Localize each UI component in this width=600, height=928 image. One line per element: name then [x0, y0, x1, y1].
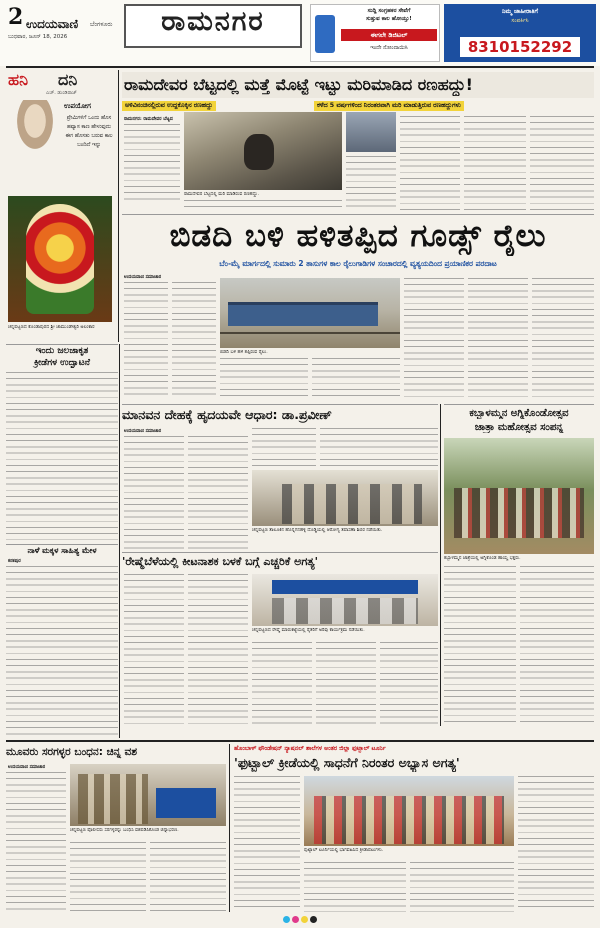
- ad1-line2: ಸುತ್ತುವ ಕಾಲ ಹೋಯ್ತು!: [366, 16, 412, 22]
- lead-col-4: [400, 116, 460, 210]
- chain-byline: ಉದಯವಾಣಿ ಸಮಾಚಾರ: [8, 765, 46, 770]
- masthead-rule: [6, 66, 594, 68]
- phone-hand-icon: [315, 15, 335, 53]
- football-players: [314, 796, 504, 844]
- ad1-line4: ಇಂದೇ ನೋಂದಾಯಿಸಿ: [370, 45, 408, 51]
- fair-headline: ಕಬ್ಬಾಳಮ್ಮನ ಅಗ್ನಿಕೊಂಡೋತ್ಸವ: [469, 408, 569, 419]
- lead-photo-2: [346, 112, 396, 152]
- idol-photo: [8, 196, 112, 322]
- masthead: [0, 0, 600, 66]
- chain-photo: [70, 764, 226, 826]
- train-col-7: [532, 278, 594, 400]
- honey-rule: [118, 70, 119, 342]
- lead-col-6: [530, 116, 594, 210]
- section-title: ರಾಮನಗರ: [161, 6, 265, 37]
- fair-headline-2: ಜಾತ್ರಾ ಮಹೋತ್ಸವ ಸಂಪನ್ನ: [474, 422, 564, 433]
- train-byline: ಉದಯವಾಣಿ ಸಮಾಚಾರ: [124, 275, 162, 280]
- silk-col-4: [316, 642, 376, 726]
- football-col-1: [234, 776, 300, 912]
- pool-headline: ಇಂದು ಜಲಜಾಕೃತ: [35, 346, 89, 356]
- lead-rule: [122, 214, 594, 215]
- page-number: 2: [8, 4, 24, 30]
- reg-dot-yellow: [301, 916, 308, 923]
- poet-portrait: [10, 100, 60, 160]
- silk-col-3: [252, 642, 312, 726]
- chain-col-rule: [229, 744, 230, 912]
- train-col-4: [312, 358, 400, 400]
- lead-deck-a: ಅಳಿವಿನಂಚಿನಲ್ಲಿರುವ ಉದ್ದಕೊಕ್ಕಿನ ರಣಹದ್ದು: [122, 101, 216, 111]
- honey-logo-a: ಹನಿ: [8, 70, 28, 89]
- ad2-line2: ಸಂಪರ್ಕಿಸಿ: [511, 18, 529, 24]
- football-col-4: [518, 776, 594, 912]
- train-deck: ಬೆಂ-ಮೈ ಮಾರ್ಗದಲ್ಲಿ ಸುಮಾರು 2 ತಾಸುಗಳ ಕಾಲ ರೈಲುಗಾಡಿಗಳ ಸಂಚಾರದಲ್ಲಿ ವ್ಯತ್ಯಯದಿಂದ ಪ್ರಯಾಣಿಕರ ಪರದಾಟ: [219, 259, 497, 268]
- fair-col-1: [444, 566, 516, 724]
- football-photo: [304, 776, 514, 846]
- silk-col-5: [380, 642, 438, 726]
- heart-photo-caption: ಚನ್ನಪಟ್ಟಣ ತಾಲೂಕಿನ ಹೊನ್ನಗನಹಳ್ಳಿ ದೊಡ್ಡಿಯಲ್ಲಿ ಆರೋಗ್ಯ ತಪಾಸಣಾ ಶಿಬಿರ ನಡೆಯಿತು.: [252, 528, 383, 533]
- heart-headline: ಮಾನವನ ದೇಹಕ್ಕೆ ಹೃದಯವೇ ಆಧಾರ: ಡಾ.ಪ್ರವೀಣ್: [122, 407, 332, 422]
- silk-photo-caption: ಚನ್ನಪಟ್ಟಣದ ರೇಷ್ಮೆ ಮಾರುಕಟ್ಟೆಯಲ್ಲಿ ರೈತರಿಗೆ ಅರಿವು ಕಾರ್ಯಕ್ರಮ ನಡೆಯಿತು.: [252, 628, 365, 633]
- fair-photo: [444, 438, 594, 554]
- kolar-byline: ಕನಕಪುರ: [8, 559, 21, 564]
- silk-photo: [252, 574, 438, 626]
- train-headline: ಬಿಡದಿ ಬಳಿ ಹಳಿತಪ್ಪಿದ ಗೂಡ್ಸ್ ರೈಲು: [169, 218, 547, 254]
- heart-col-2: [188, 436, 248, 550]
- chain-col-3: [150, 842, 226, 912]
- paper-name: ಉದಯವಾಣಿ: [26, 17, 79, 31]
- train-photo: [220, 278, 400, 348]
- ad1-line1: ಸುದ್ದಿ ಸಂಗ್ರಹಕರ ಸೇವೆಗೆ: [367, 8, 411, 14]
- silk-col-1: [124, 574, 184, 726]
- reg-dot-black: [310, 916, 317, 923]
- train-col-2: [172, 282, 216, 400]
- ad-contact: [444, 4, 596, 62]
- ad1-line3: ಈಗಲೇ ಡಿಜಿಟಲ್: [341, 29, 437, 41]
- pool-col: [6, 372, 118, 540]
- football-headline: 'ಫುಟ್ಬಾಲ್ ಕ್ರೀಡೆಯಲ್ಲಿ ಸಾಧನೆಗೆ ನಿರಂತರ ಅಭ್ಯಾಸ ಅಗತ್ಯ': [234, 755, 460, 770]
- lead-photo: [184, 112, 342, 190]
- fair-col-rule: [440, 404, 441, 726]
- chain-police: [78, 774, 148, 824]
- honey-subtitle: ಎಚ್. ಡುಂಡಿರಾಜ್: [46, 90, 77, 96]
- train-wagon: [228, 302, 378, 326]
- chain-col-1: [6, 772, 66, 912]
- silk-headline: 'ರೇಷ್ಮೆಬೆಳೆಯಲ್ಲಿ ಕೀಟನಾಶಕ ಬಳಕೆ ಬಗ್ಗೆ ಎಚ್ಚರಿಕೆ ಅಗತ್ಯ': [122, 555, 318, 568]
- lead-col-3: [346, 156, 396, 210]
- lead-headline: ರಾಮದೇವರ ಬೆಟ್ಟದಲ್ಲಿ ಮತ್ತೆ ಮೊಟ್ಟೆ ಇಟ್ಟು ಮರಿಮಾಡಿದ ರಣಹದ್ದು!: [124, 75, 473, 94]
- date-line: ಬುಧವಾರ, ಜೂನ್ 18, 2026: [8, 34, 68, 40]
- lead-deck: [122, 101, 594, 112]
- lead-byline: ರಾಮನಗರ: ರಾಮದೇವರ ಬೆಟ್ಟದ: [124, 117, 173, 122]
- pool-headline-2: ಕ್ರೀಡೆಗಳ ಉದ್ಘಾಟನೆ: [33, 358, 91, 368]
- heart-photo: [252, 470, 438, 526]
- bottom-rule: [6, 740, 594, 742]
- poem-title: ಉಪಯೋಗ: [64, 102, 91, 110]
- lead-col-2: [184, 200, 342, 210]
- lead-col-5: [464, 116, 526, 210]
- train-col-6: [468, 278, 528, 400]
- train-rail: [220, 332, 400, 334]
- registration-marks: [0, 916, 600, 926]
- ad2-line1: ನಿಮ್ಮ ಜಾಹೀರಾತಿಗೆ: [502, 8, 538, 15]
- chain-headline: ಮೂವರು ಸರಗಳ್ಳರ ಬಂಧನ: ಚಿನ್ನ ವಶ: [6, 746, 138, 758]
- reg-dot-cyan: [283, 916, 290, 923]
- fair-crowd: [454, 488, 584, 538]
- chain-col-2: [70, 842, 146, 912]
- train-col-1: [124, 282, 168, 400]
- football-col-2: [304, 862, 406, 912]
- chain-gold-table: [156, 788, 216, 818]
- edition-tag: ಬೆಂಗಳೂರು: [90, 21, 113, 28]
- fair-photo-caption: ಕಬ್ಬಾಳಮ್ಮನ ಜಾತ್ರೆಯಲ್ಲಿ ಅಗ್ನಿಕೊಂಡ ಹಾಯ್ದ ಭಕ್ತರು.: [444, 556, 521, 561]
- heart-people: [282, 484, 422, 524]
- football-photo-caption: ಫುಟ್ಬಾಲ್ ಟೂರ್ನಿಯಲ್ಲಿ ಭಾಗವಹಿಸಿದ ಕ್ರೀಡಾಪಟುಗಳು.: [304, 848, 384, 853]
- train-col-5: [404, 278, 464, 400]
- honey-logo-b: ದನಿ: [58, 70, 78, 89]
- silk-people: [272, 598, 418, 624]
- heart-byline: ಉದಯವಾಣಿ ಸಮಾಚಾರ: [124, 429, 162, 434]
- kolar-rule: [6, 544, 118, 545]
- poem-text: ಪ್ರೇಮಿಗಳಿಗೆ ಒಂದು ಹೊಸ ಹವ್ಯಾಸ ಕಾಣ ಹೇಳುವುದು ಈಗ ಹೊಸತು ಬರುವ ಕಾಲ ಬಂದಿದೆ ಇನ್ನು: [65, 115, 113, 148]
- silk-rule: [122, 552, 438, 553]
- left-col-rule: [119, 344, 120, 738]
- chain-photo-caption: ಚನ್ನಪಟ್ಟಣ ಪೊಲೀಸರು ಸರಗಳ್ಳರನ್ನು ಬಂಧಿಸಿ ವಶಪಡಿಸಿಕೊಂಡ ಚಿನ್ನಾಭರಣ.: [70, 828, 179, 833]
- honey-box: [6, 70, 116, 342]
- ad-phone: 8310152292: [467, 38, 573, 56]
- pool-rule: [6, 344, 118, 345]
- football-kicker: ಹೊಂಬಾಳ್ ಫೌಂಡೇಷನ್ ನ್ಯಾಷನಲ್ ಶಾಲೆಗಳ ಅಂತರ ಜಿಲ್ಲಾ ಫುಟ್ಬಾಲ್ ಟೂರ್ನಿ: [234, 745, 386, 752]
- football-col-3: [410, 862, 514, 912]
- kolar-headline: ನಾಳೆ ಮಕ್ಕಳ ಸಾಹಿತ್ಯ ಮೇಳ: [27, 546, 97, 555]
- lead-deck-b: ಕಳೆದ 5 ವರ್ಷಗಳಿಂದ ನಿರಂತರವಾಗಿ ಮರಿ ಮಾಡುತ್ತಿರುವ ರಣಹದ್ದುಗಳು: [314, 101, 464, 111]
- heart-col-1: [124, 436, 184, 550]
- fair-col-2: [520, 566, 594, 724]
- kolar-col: [6, 566, 118, 738]
- train-photo-caption: ಬಿಡದಿ ಬಳಿ ಹಳಿ ತಪ್ಪಿರುವ ರೈಲು.: [220, 350, 268, 355]
- heart-col-4: [320, 428, 438, 468]
- lead-photo-caption: ರಾಮದೇವರ ಬೆಟ್ಟದಲ್ಲಿ ಮರಿ ಮಾಡಿರುವ ರಣಹದ್ದು.: [184, 192, 259, 197]
- reg-dot-magenta: [292, 916, 299, 923]
- idol-garland: [26, 204, 94, 314]
- train-col-3: [220, 358, 308, 400]
- idol-caption: ಚನ್ನಪಟ್ಟಣದ ಕೊಂಡಾಪುರದ ಶ್ರೀ ಚಾಮುಂಡೇಶ್ವರಿ ಅಲಂಕಾರ: [8, 325, 95, 330]
- silk-col-2: [188, 574, 248, 726]
- heart-rule: [122, 404, 438, 405]
- fair-rule: [444, 404, 594, 405]
- ad-digital: [310, 4, 440, 62]
- heart-col-3: [252, 428, 316, 468]
- lead-col-1: [124, 124, 180, 204]
- vulture-shape: [244, 134, 274, 170]
- silk-banner: [272, 580, 418, 594]
